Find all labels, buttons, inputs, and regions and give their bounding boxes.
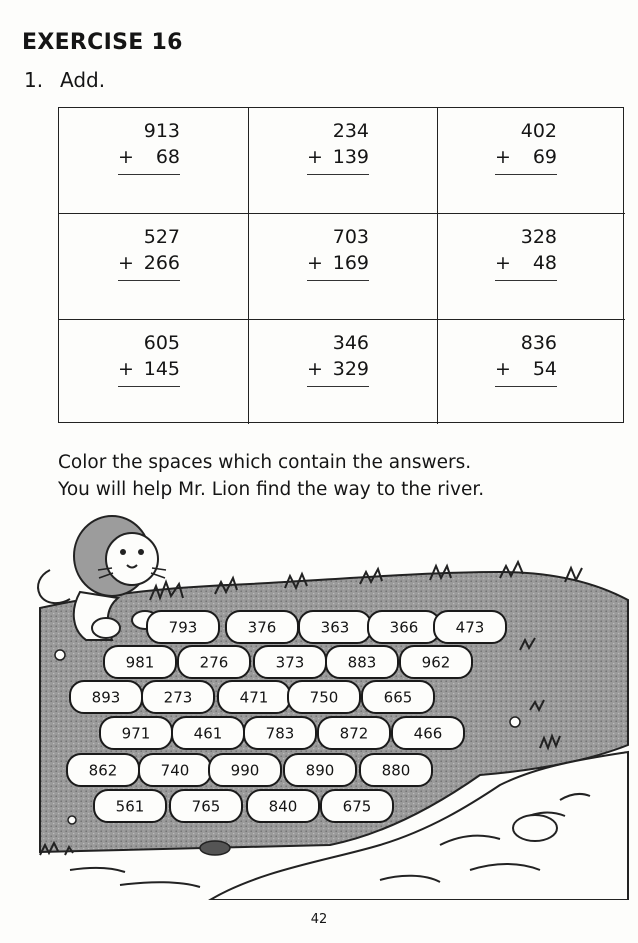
answer-line: [307, 280, 369, 281]
instruction-line: You will help Mr. Lion find the way to the river.: [58, 479, 485, 500]
stone-number: 363: [320, 618, 350, 637]
stone-number: 765: [191, 797, 221, 816]
lion-maze-illustration: [0, 500, 638, 900]
plus-sign: +: [307, 252, 323, 274]
stone-number: 981: [125, 653, 155, 672]
stone-number: 750: [309, 688, 339, 707]
pebble: [68, 816, 76, 824]
stone-number: 471: [239, 688, 269, 707]
addend-bottom: 139: [332, 146, 369, 168]
answer-line: [118, 174, 180, 175]
plus-sign: +: [118, 146, 134, 168]
answer-line: [495, 386, 557, 387]
problem-cell: [438, 320, 625, 424]
page-number: 42: [310, 912, 328, 927]
question-number: 1.: [24, 68, 44, 92]
rock: [513, 815, 557, 841]
stone-number: 366: [389, 618, 419, 637]
stone-number: 373: [275, 653, 305, 672]
stone-number: 461: [193, 724, 223, 743]
stone-number: 840: [268, 797, 298, 816]
addend-bottom: 329: [332, 358, 369, 380]
addend-bottom: 69: [532, 146, 557, 168]
stone-number: 971: [121, 724, 151, 743]
stone-number: 783: [265, 724, 295, 743]
stone-number: 466: [413, 724, 443, 743]
plus-sign: +: [495, 252, 511, 274]
answer-line: [118, 386, 180, 387]
plus-sign: +: [495, 146, 511, 168]
stone-number: 862: [88, 761, 118, 780]
addend-bottom: 48: [532, 252, 557, 274]
pebble: [510, 717, 520, 727]
addend-bottom: 266: [143, 252, 180, 274]
addend-top: 836: [520, 332, 557, 354]
problem-cell: [249, 214, 438, 320]
stone-number: 473: [455, 618, 485, 637]
answer-line: [495, 280, 557, 281]
addend-bottom: 68: [155, 146, 180, 168]
stone-number: 561: [115, 797, 145, 816]
stone-number: 883: [347, 653, 377, 672]
addend-top: 234: [332, 120, 369, 142]
plus-sign: +: [307, 358, 323, 380]
problem-cell: [249, 320, 438, 424]
answer-line: [307, 174, 369, 175]
stone-number: 880: [381, 761, 411, 780]
problem-cell: [59, 320, 249, 424]
plus-sign: +: [118, 252, 134, 274]
answer-line: [495, 174, 557, 175]
stone-number: 273: [163, 688, 193, 707]
instructions: [58, 449, 484, 503]
stone-number: 893: [91, 688, 121, 707]
stone-number: 962: [421, 653, 451, 672]
pebble: [55, 650, 65, 660]
stone-number: 740: [160, 761, 190, 780]
exercise-title: EXERCISE 16: [22, 30, 183, 55]
stone-number: 872: [339, 724, 369, 743]
rock: [200, 841, 230, 855]
plus-sign: +: [495, 358, 511, 380]
instruction-line: Color the spaces which contain the answers.: [58, 452, 472, 473]
stone-number: 675: [342, 797, 372, 816]
answer-line: [307, 386, 369, 387]
stone-number: 793: [168, 618, 198, 637]
problem-cell: [438, 214, 625, 320]
addend-bottom: 54: [532, 358, 557, 380]
stone-number: 890: [305, 761, 335, 780]
addend-top: 703: [332, 226, 369, 248]
question-label: Add.: [60, 68, 106, 92]
stone-number: 376: [247, 618, 277, 637]
plus-sign: +: [118, 358, 134, 380]
problem-cell: [59, 108, 249, 214]
addend-bottom: 145: [143, 358, 180, 380]
addend-top: 527: [143, 226, 180, 248]
problem-cell: [59, 214, 249, 320]
stone-number: 665: [383, 688, 413, 707]
addition-grid: [58, 107, 624, 423]
plus-sign: +: [307, 146, 323, 168]
addend-top: 605: [143, 332, 180, 354]
addend-bottom: 169: [332, 252, 369, 274]
addend-top: 913: [143, 120, 180, 142]
problem-cell: [438, 108, 625, 214]
stone-number: 990: [230, 761, 260, 780]
problem-cell: [249, 108, 438, 214]
addend-top: 328: [520, 226, 557, 248]
stone-number: 276: [199, 653, 229, 672]
addend-top: 402: [520, 120, 557, 142]
addend-top: 346: [332, 332, 369, 354]
answer-line: [118, 280, 180, 281]
